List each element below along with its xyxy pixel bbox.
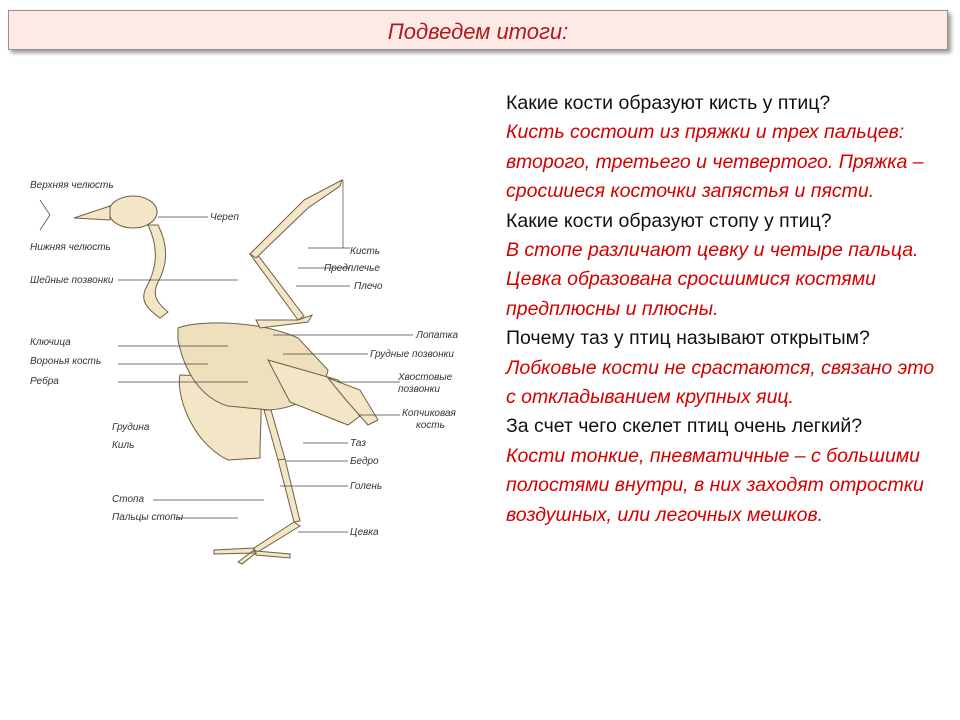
slide-title: Подведем итоги:	[387, 19, 569, 44]
answer-4: Кости тонкие, пневматичные – с большими полостями внутри, в них заходят отростки воздушных, или легочных мешков.	[506, 444, 924, 526]
label-coracoid: Воронья кость	[30, 356, 102, 367]
label-neck-vertebrae: Шейные позвонки	[30, 275, 114, 286]
label-foot: Стопа	[112, 494, 145, 505]
neck-vertebrae	[144, 225, 168, 318]
qa-block	[506, 89, 946, 530]
question-4: За счет чего скелет птиц очень легкий?	[506, 415, 863, 438]
answer-1: Кисть состоит из пряжки и трех пальцев: второго, третьего и четвертого. Пряжка – сросшиеся косточки запястья и пясти.	[506, 121, 924, 203]
beak	[74, 206, 110, 220]
label-humerus: Плечо	[354, 281, 383, 292]
question-3: Почему таз у птиц называют открытым?	[506, 327, 870, 350]
tibia	[278, 459, 300, 522]
label-thoracic-vertebrae: Грудные позвонки	[370, 349, 454, 360]
label-keel: Киль	[112, 440, 135, 451]
question-2: Какие кости образуют стопу у птиц?	[506, 209, 832, 232]
label-forearm: Предплечье	[324, 263, 380, 274]
forearm	[250, 250, 304, 320]
femur	[264, 410, 285, 460]
title-bar	[8, 10, 948, 50]
skull	[109, 196, 157, 228]
label-toes: Пальцы стопы	[112, 512, 184, 523]
label-sternum: Грудина	[112, 422, 150, 433]
label-ribs: Ребра	[30, 376, 59, 387]
tarsus	[254, 522, 300, 553]
label-upper-jaw: Верхняя челюсть	[30, 180, 114, 191]
hand	[250, 180, 342, 258]
label-skull: Череп	[210, 212, 239, 223]
label-tail-vertebrae-2: позвонки	[398, 384, 440, 395]
humerus	[256, 315, 312, 328]
question-1: Какие кости образуют кисть у птиц?	[506, 92, 831, 114]
label-clavicle: Ключица	[30, 337, 71, 348]
toes	[214, 548, 290, 564]
label-hand: Кисть	[350, 246, 381, 257]
label-tarsus: Цевка	[350, 527, 379, 538]
answer-3: Лобковые кости не срастаются, связано это с откладыванием крупных яиц.	[506, 356, 935, 409]
label-lower-jaw: Нижняя челюсть	[30, 242, 111, 253]
label-femur: Бедро	[350, 456, 379, 467]
label-scapula: Лопатка	[416, 330, 459, 341]
label-tail-vertebrae-1: Хвостовые	[398, 372, 453, 383]
bird-skeleton-diagram	[28, 170, 459, 580]
label-tibia: Голень	[350, 481, 383, 492]
answer-2: В стопе различают цевку и четыре пальца. Цевка образована сросшимися костями предплюсны и плюсны.	[506, 239, 919, 320]
label-pygostyle-1: Копчиковая	[402, 408, 456, 419]
label-pygostyle-2: кость	[416, 420, 445, 431]
label-pelvis: Таз	[350, 438, 366, 449]
